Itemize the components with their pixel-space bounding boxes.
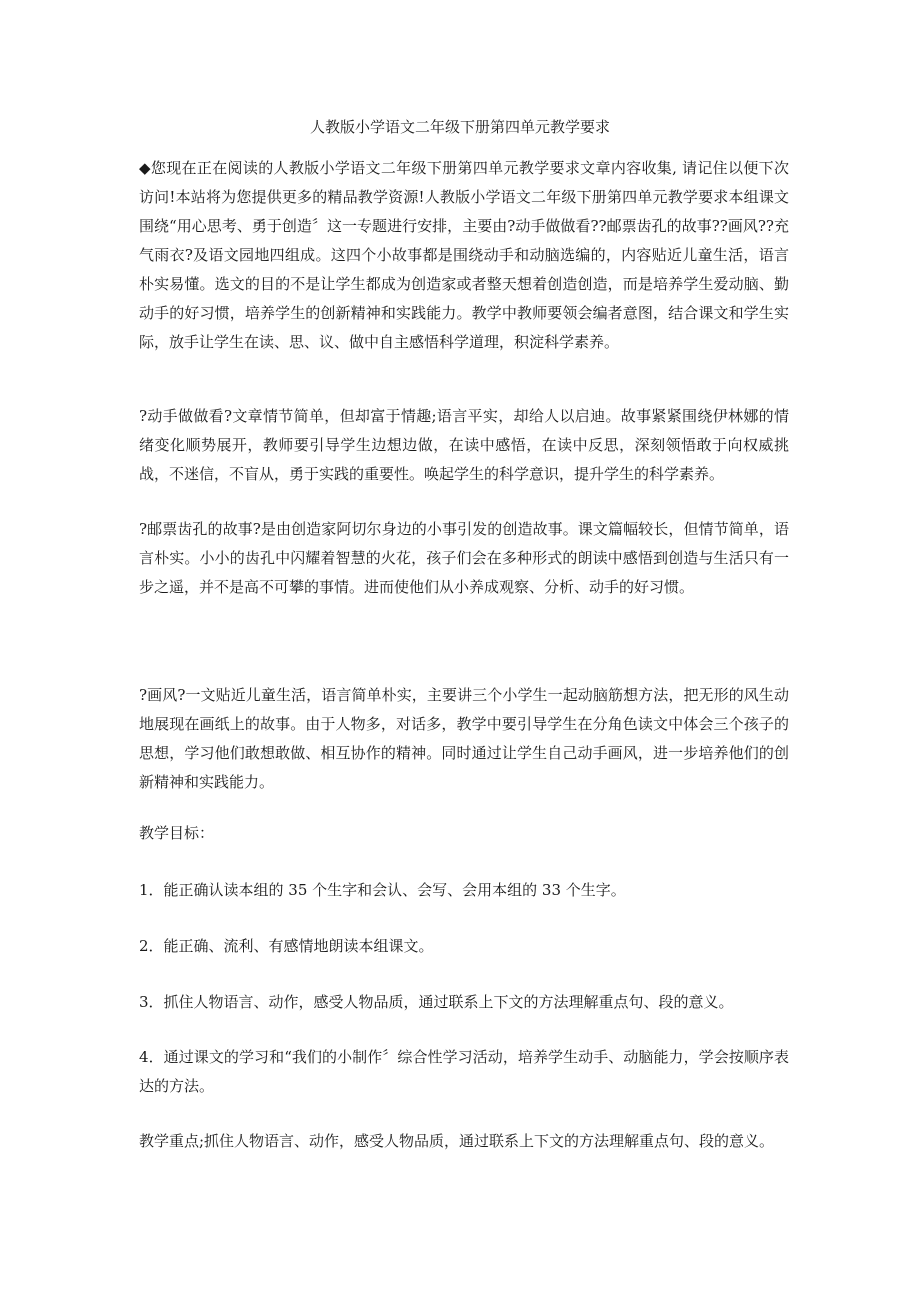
- goal-item: 4．通过课文的学习和“我们的小制作〞综合性学习活动，培养学生动手、动脑能力，学会按顺序表达的方法。: [139, 1048, 789, 1095]
- paragraph-dongshou: ?动手做做看?文章情节简单，但却富于情趣;语言平实，却给人以启迪。故事紧紧围绕伊林娜的情绪变化顺势展开，教师要引导学生边想边做，在读中感悟，在读中反思，深刻领悟敢于向权威挑战，不迷信，不盲从，勇于实践的重要性。唤起学生的科学意识，提升学生的科学素养。: [139, 407, 789, 483]
- key-points-paragraph: 教学重点;抓住人物语言、动作，感受人物品质，通过联系上下文的方法理解重点句、段的意义。: [139, 1132, 775, 1150]
- goal-item: 3．抓住人物语言、动作，感受人物品质，通过联系上下文的方法理解重点句、段的意义。: [139, 993, 734, 1011]
- goal-item: 2．能正确、流利、有感情地朗读本组课文。: [139, 937, 434, 955]
- intro-paragraph: ◆您现在正在阅读的人教版小学语文二年级下册第四单元教学要求文章内容收集, 请记住以便下次访问!本站将为您提供更多的精品教学资源!人教版小学语文二年级下册第四单元教学要求本组课文围绕“用心思考、勇于创造〞这一专题进行安排，主要由?动手做做看??邮票齿孔的故事??画风??充气雨衣?及语文园地四组成。这四个小故事都是围绕动手和动脑选编的，内容贴近儿童生活，语言朴实易懂。选文的目的不是让学生都成为创造家或者整天想着创造创造，而是培养学生爱动脑、勤动手的好习惯，培养学生的创新精神和实践能力。教学中教师要领会编者意图，结合课文和学生实际，放手让学生在读、思、议、做中自主感悟科学道理，积淀科学素养。: [139, 159, 789, 351]
- page-title: 人教版小学语文二年级下册第四单元教学要求: [309, 118, 610, 136]
- paragraph-huafeng: ?画风?一文贴近儿童生活，语言简单朴实，主要讲三个小学生一起动脑筋想方法，把无形的风生动地展现在画纸上的故事。由于人物多，对话多，教学中要引导学生在分角色读文中体会三个孩子的思想，学习他们敢想敢做、相互协作的精神。同时通过让学生自己动手画风，进一步培养他们的创新精神和实践能力。: [139, 686, 789, 791]
- goals-heading: 教学目标：: [139, 824, 215, 842]
- paragraph-youpiao: ?邮票齿孔的故事?是由创造家阿切尔身边的小事引发的创造故事。课文篇幅较长，但情节简单，语言朴实。小小的齿孔中闪耀着智慧的火花，孩子们会在多种形式的朗读中感悟到创造与生活只有一步之遥，并不是高不可攀的事情。进而使他们从小养成观察、分析、动手的好习惯。: [139, 520, 789, 596]
- goal-item: 1．能正确认读本组的 35 个生字和会认、会写、会用本组的 33 个生字。: [139, 881, 626, 899]
